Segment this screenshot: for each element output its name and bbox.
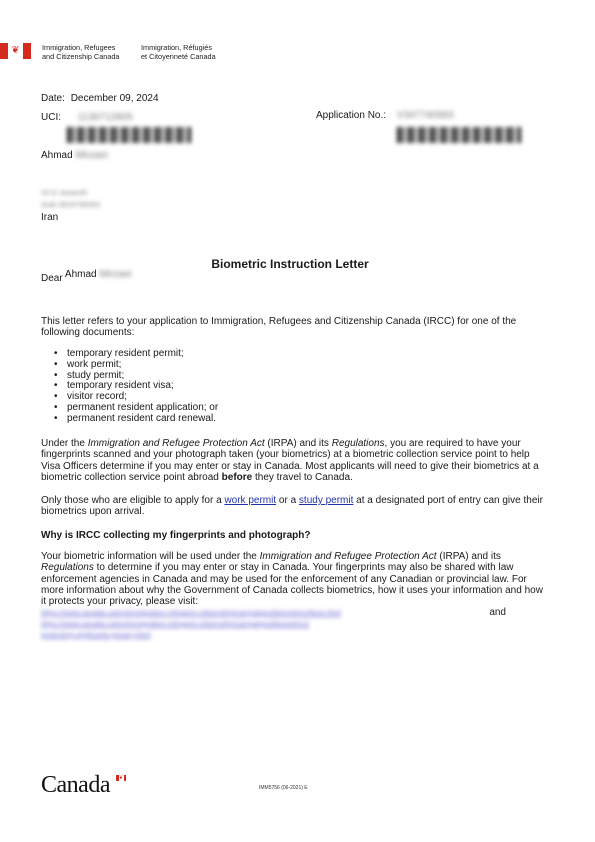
privacy-link-line-1[interactable]: https://www.canada.ca/en/immigration-refugees-citizenship/campaigns/biometrics/ <box>41 618 310 628</box>
canada-wordmark: Canada <box>41 772 110 798</box>
work-permit-link[interactable]: work permit <box>224 495 277 506</box>
date-line <box>41 93 159 105</box>
address-line-2: Arak 0816798354 <box>41 200 101 209</box>
study-permit-link[interactable]: study permit <box>298 495 354 506</box>
list-item: • visitor record; <box>41 392 541 403</box>
list-item: • work permit; <box>41 360 541 371</box>
uci-value: 1136712805 <box>77 112 133 123</box>
recipient-country: Iran <box>41 212 59 223</box>
documents-list <box>41 349 541 425</box>
recipient-first-name: Ahmad <box>41 150 73 161</box>
recipient-last-name: Mirzaei <box>75 150 108 161</box>
uci-barcode <box>67 127 192 143</box>
list-item: • temporary resident permit; <box>41 349 541 360</box>
list-item: • study permit; <box>41 371 541 382</box>
address-line-1: 20-S Javaneh <box>41 188 88 197</box>
application-label: Application No.: <box>316 110 387 121</box>
date-value: December 09, 2024 <box>70 93 159 104</box>
biometrics-facts-link[interactable]: https://www.canada.ca/en/immigration-refugees-citizenship/campaigns/biometrics/facts.html <box>41 608 341 617</box>
intro-paragraph: This letter refers to your application to Immigration, Refugees and Citizenship Canada (IRCC) for one of the following documents: <box>41 316 517 339</box>
wordmark-flag-icon: ❦ <box>116 775 126 781</box>
uci-label: UCI: <box>41 112 61 123</box>
department-name-fr: Immigration, Réfugiés et Citoyenneté Canada <box>141 43 216 61</box>
canada-flag-icon: ❦ <box>0 43 31 59</box>
application-number-line <box>316 110 454 122</box>
form-code: IMM5756 (06-2021) E <box>259 785 308 791</box>
section-heading: Why is IRCC collecting my fingerprints and photograph? <box>41 530 311 541</box>
info-links <box>41 608 546 640</box>
uci-line <box>41 112 133 124</box>
list-item: • permanent resident card renewal. <box>41 414 541 425</box>
application-value: V347740583 <box>396 110 454 121</box>
application-barcode <box>397 127 522 143</box>
department-name-en: Immigration, Refugees and Citizenship Canada <box>42 43 120 61</box>
list-item: • permanent resident application; or <box>41 403 541 414</box>
irpa-paragraph: Under the Immigration and Refugee Protection Act (IRPA) and its Regulations, you are required to have your fingerprints scanned and your photograph taken (your biometrics) at a biometric collection service point to help Visa Officers determine if you may enter or stay in Canada. Most applicants will need to give their biometrics at a biometric collection service point abroad before they travel to Canada. <box>41 438 539 483</box>
recipient-address <box>41 187 100 211</box>
biometric-use-paragraph: Your biometric information will be used under the Immigration and Refugee Protection Act (IRPA) and its Regulations to determine if you may enter or stay in Canada. Your fingerprints may also be shared with law enforcement agencies in Canada and may be used for the enforcement of any Canadian or provincial law. For more information about why the Government of Canada collects biometrics, how it uses your information and how it protects your privacy, please visit: <box>41 551 543 608</box>
recipient-name <box>41 150 108 162</box>
privacy-link-line-2[interactable]: protecting-applicants-privacy.html <box>41 629 151 639</box>
and-text: and <box>489 607 506 618</box>
port-of-entry-paragraph: Only those who are eligible to apply for a work permit or a study permit at a designated port of entry can give their biometrics upon arrival. <box>41 495 543 518</box>
list-item: • temporary resident visa; <box>41 381 541 392</box>
date-label: Date: <box>41 93 65 104</box>
salutation: Dear Ahmad Mirzaei <box>41 269 132 284</box>
letter-title: Biometric Instruction Letter <box>211 257 369 271</box>
